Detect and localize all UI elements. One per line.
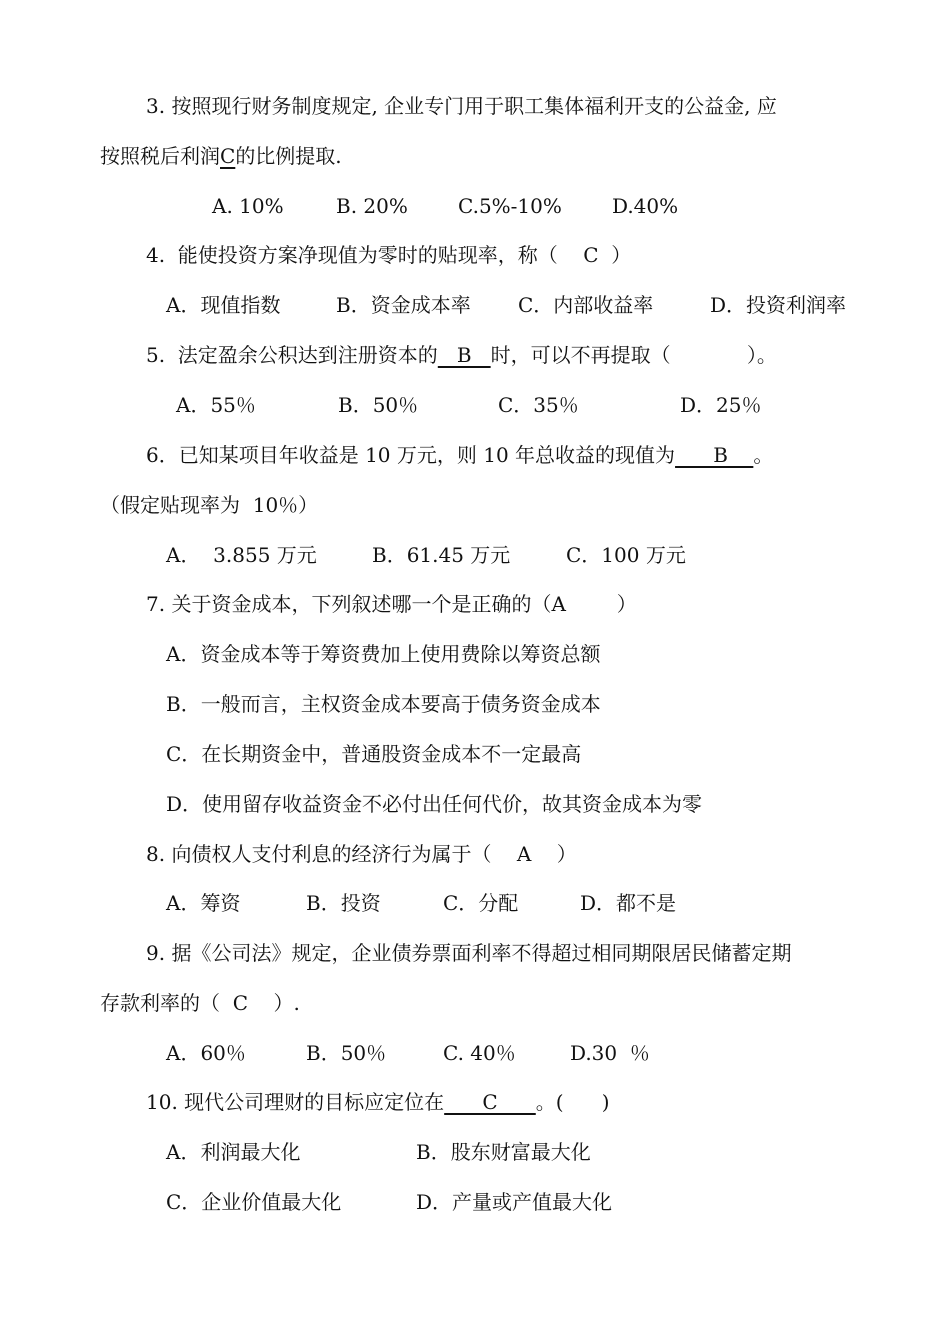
q10-text-pre: 10. 现代公司理财的目标应定位在: [146, 1090, 445, 1114]
question-7: 7. 关于资金成本，下列叙述哪一个是正确的（A ）: [146, 592, 637, 616]
q3-answer: C: [220, 144, 236, 168]
q5-option-b: B．50％: [338, 393, 419, 417]
q3-option-a: A. 10%: [212, 194, 284, 218]
question-6-line-2: （假定贴现率为 10％）: [100, 493, 319, 517]
q9-option-b: B．50％: [306, 1041, 387, 1065]
q10-option-d: D．产量或产值最大化: [416, 1190, 613, 1214]
q10-text-post: 。( ): [535, 1090, 610, 1114]
q5-text-pre: 5. 法定盈余公积达到注册资本的: [146, 343, 438, 367]
q6-text-post: 。: [753, 443, 774, 467]
q3-option-c: C.5%-10%: [458, 194, 562, 218]
q9-option-d: D.30 ％: [570, 1041, 650, 1065]
question-9-line-2: 存款利率的（ C ）.: [100, 991, 300, 1015]
q7-option-c: C．在长期资金中，普通股资金成本不一定最高: [166, 742, 582, 766]
q9-option-c: C. 40％: [443, 1041, 516, 1065]
q10-option-a: A．利润最大化: [166, 1140, 301, 1164]
q7-option-a: A．资金成本等于筹资费加上使用费除以筹资总额: [166, 642, 601, 666]
q9-option-a: A．60％: [166, 1041, 246, 1065]
question-9-line-1: 9. 据《公司法》规定，企业债券票面利率不得超过相同期限居民储蓄定期: [146, 941, 792, 965]
q5-option-c: C．35％: [498, 393, 579, 417]
q3-option-d: D.40%: [612, 194, 679, 218]
q7-option-b: B．一般而言，主权资金成本要高于债务资金成本: [166, 692, 601, 716]
q10-answer: C: [444, 1090, 536, 1114]
q10-option-b: B．股东财富最大化: [416, 1140, 591, 1164]
q8-option-c: C．分配: [443, 891, 519, 915]
q8-option-a: A．筹资: [166, 891, 241, 915]
question-8: 8. 向债权人支付利息的经济行为属于（ A ）: [146, 842, 577, 866]
question-6-line-1: [146, 441, 773, 469]
q6-text-pre: 6．已知某项目年收益是 10 万元，则 10 年总收益的现值为: [146, 443, 676, 467]
q10-option-c: C．企业价值最大化: [166, 1190, 342, 1214]
question-10: [146, 1088, 610, 1116]
q4-option-c: C．内部收益率: [518, 293, 654, 317]
question-4: 4. 能使投资方案净现值为零时的贴现率，称（ C ）: [146, 243, 632, 267]
q6-answer: B: [675, 443, 754, 467]
q5-answer: B: [437, 343, 491, 367]
q3-text-pre: 按照税后利润: [100, 144, 220, 168]
q6-option-c: C．100 万元: [566, 543, 686, 567]
q5-text-post: 时，可以不再提取（ ）。: [490, 343, 777, 367]
q6-option-b: B．61.45 万元: [372, 543, 511, 567]
q4-option-d: D．投资利润率: [710, 293, 847, 317]
question-5: [146, 341, 777, 369]
question-3-line-1: 3. 按照现行财务制度规定, 企业专门用于职工集体福利开支的公益金, 应: [146, 94, 777, 118]
q5-option-a: A．55％: [176, 393, 256, 417]
q8-option-b: B．投资: [306, 891, 381, 915]
q6-option-a: A． 3.855 万元: [166, 543, 317, 567]
q7-option-d: D．使用留存收益资金不必付出任何代价，故其资金成本为零: [166, 792, 703, 816]
question-3-line-2: [100, 142, 342, 170]
q4-option-a: A．现值指数: [166, 293, 281, 317]
q3-option-b: B. 20%: [336, 194, 408, 218]
q4-option-b: B．资金成本率: [336, 293, 471, 317]
q8-option-d: D．都不是: [580, 891, 677, 915]
q5-option-d: D．25％: [680, 393, 762, 417]
q3-text-post: 的比例提取.: [235, 144, 342, 168]
